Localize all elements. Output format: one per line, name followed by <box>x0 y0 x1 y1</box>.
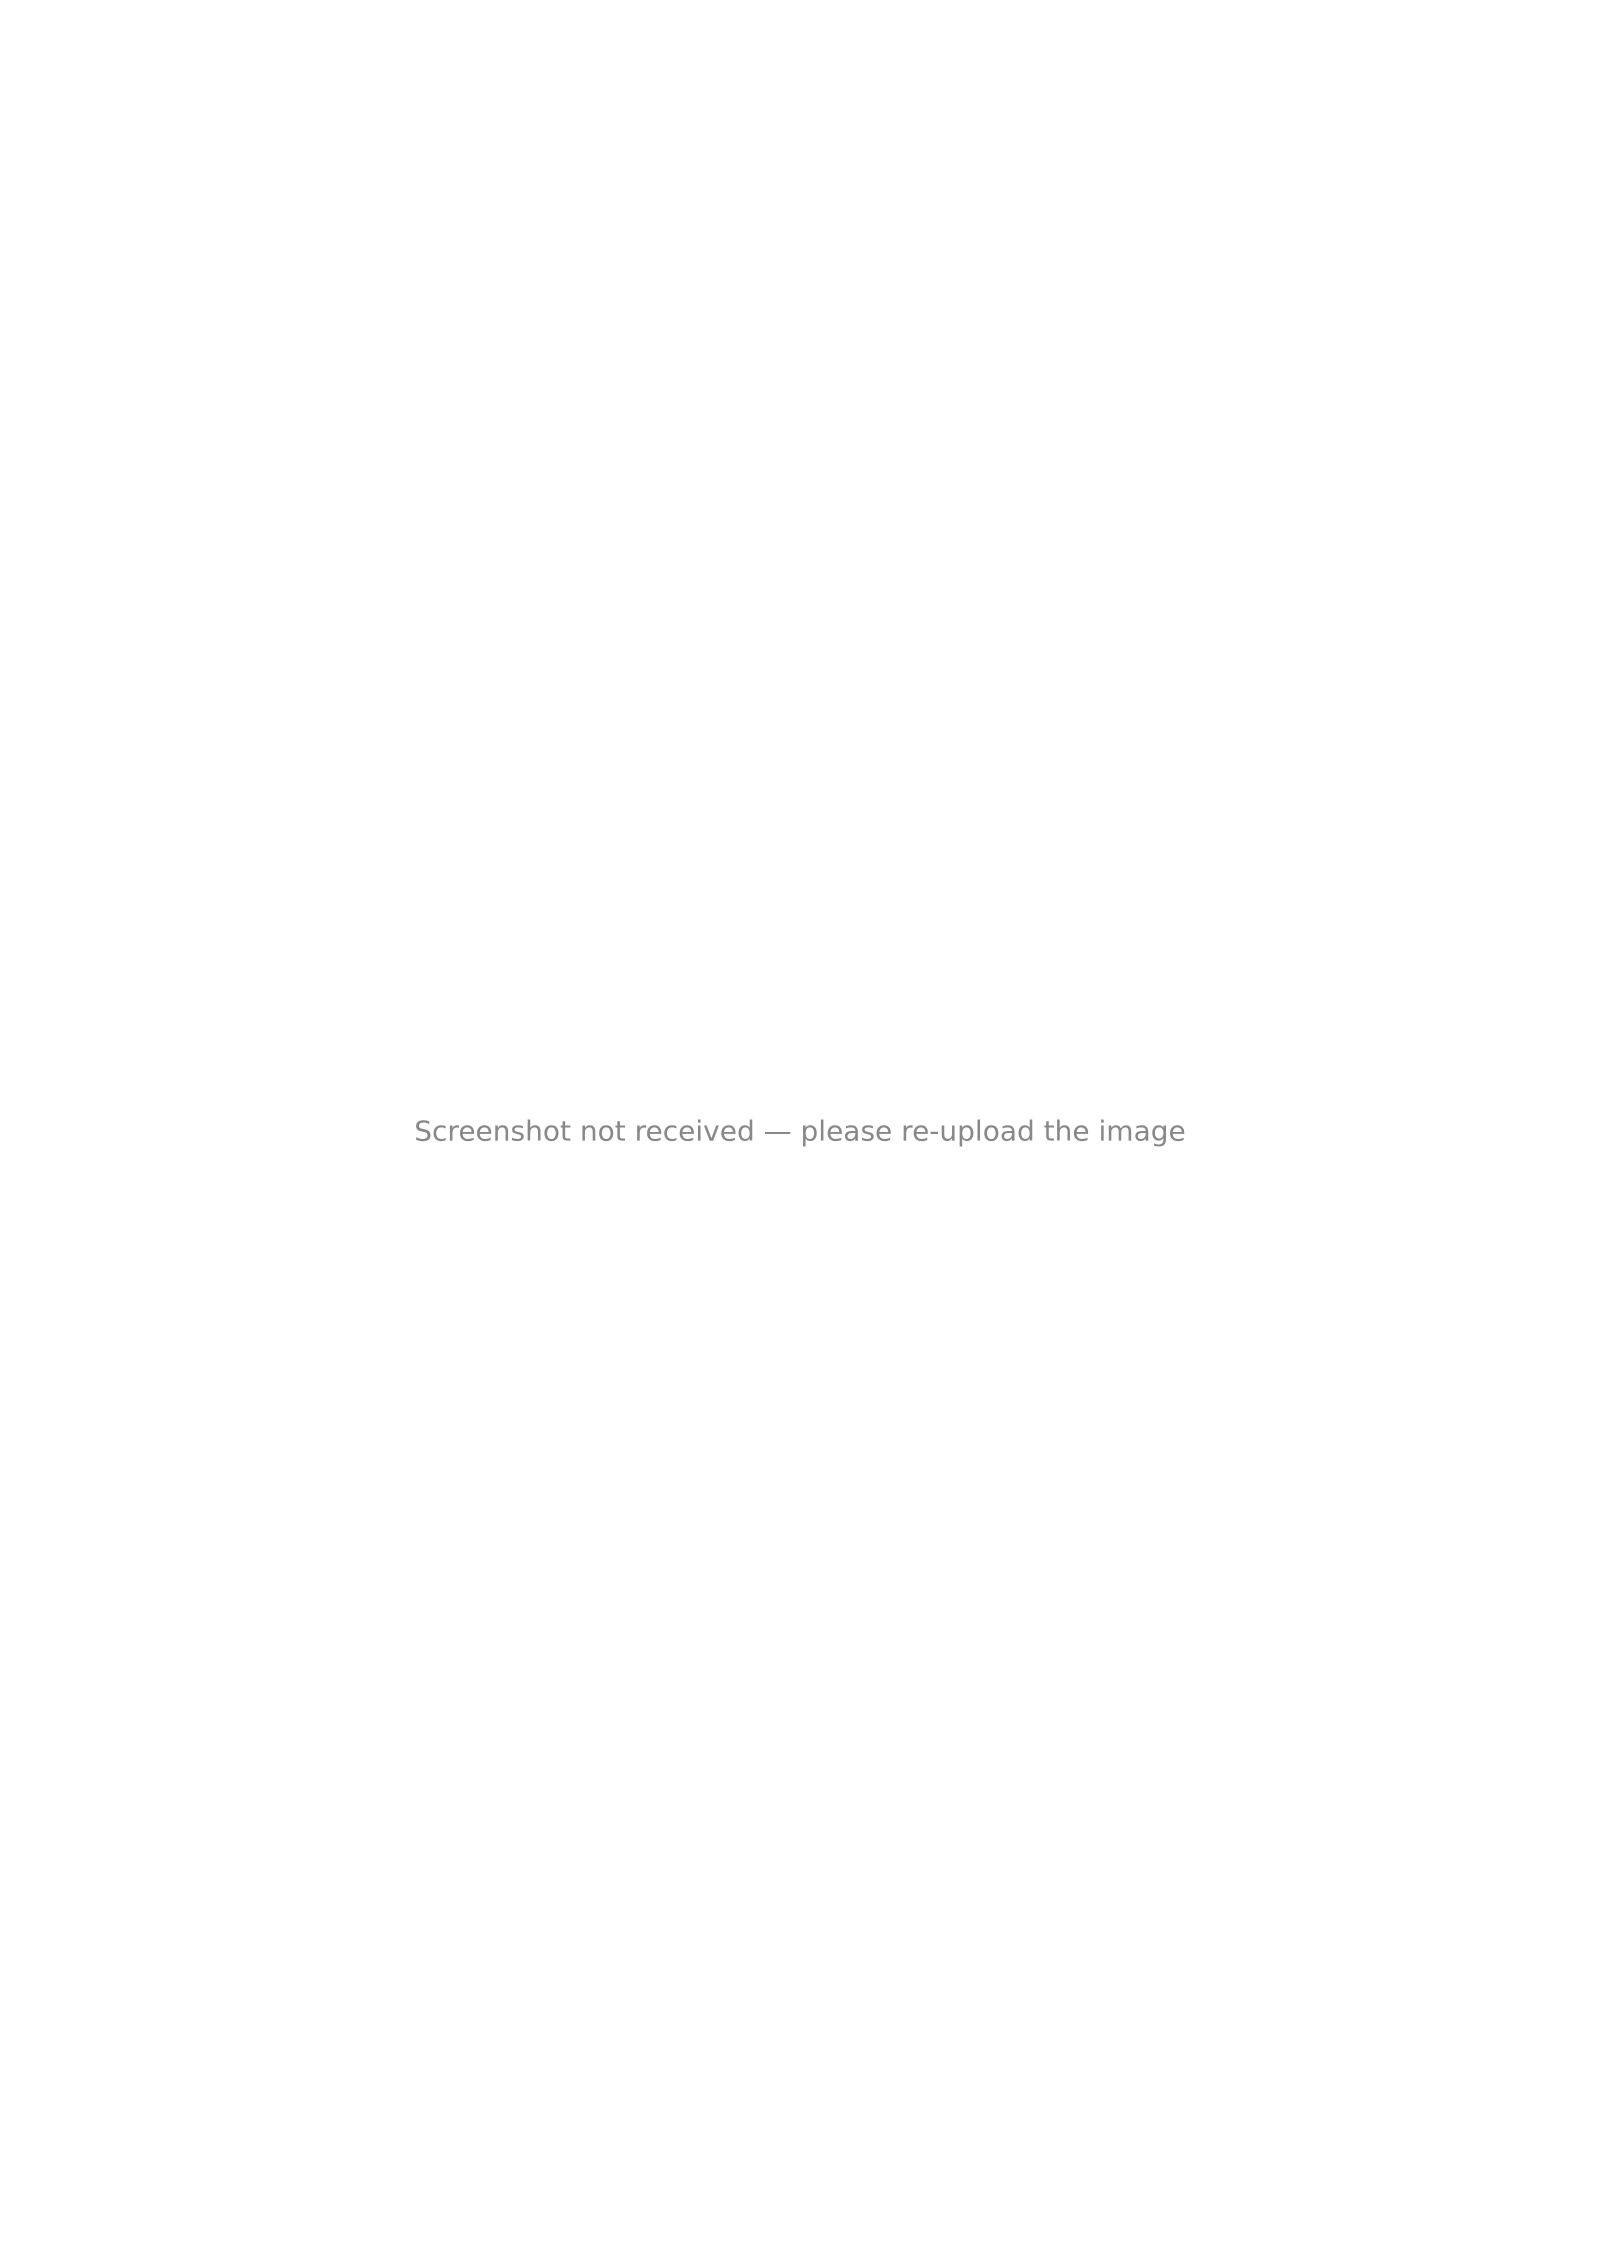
missing-screenshot-notice: Screenshot not received — please re-upload the image <box>414 1114 1186 1148</box>
